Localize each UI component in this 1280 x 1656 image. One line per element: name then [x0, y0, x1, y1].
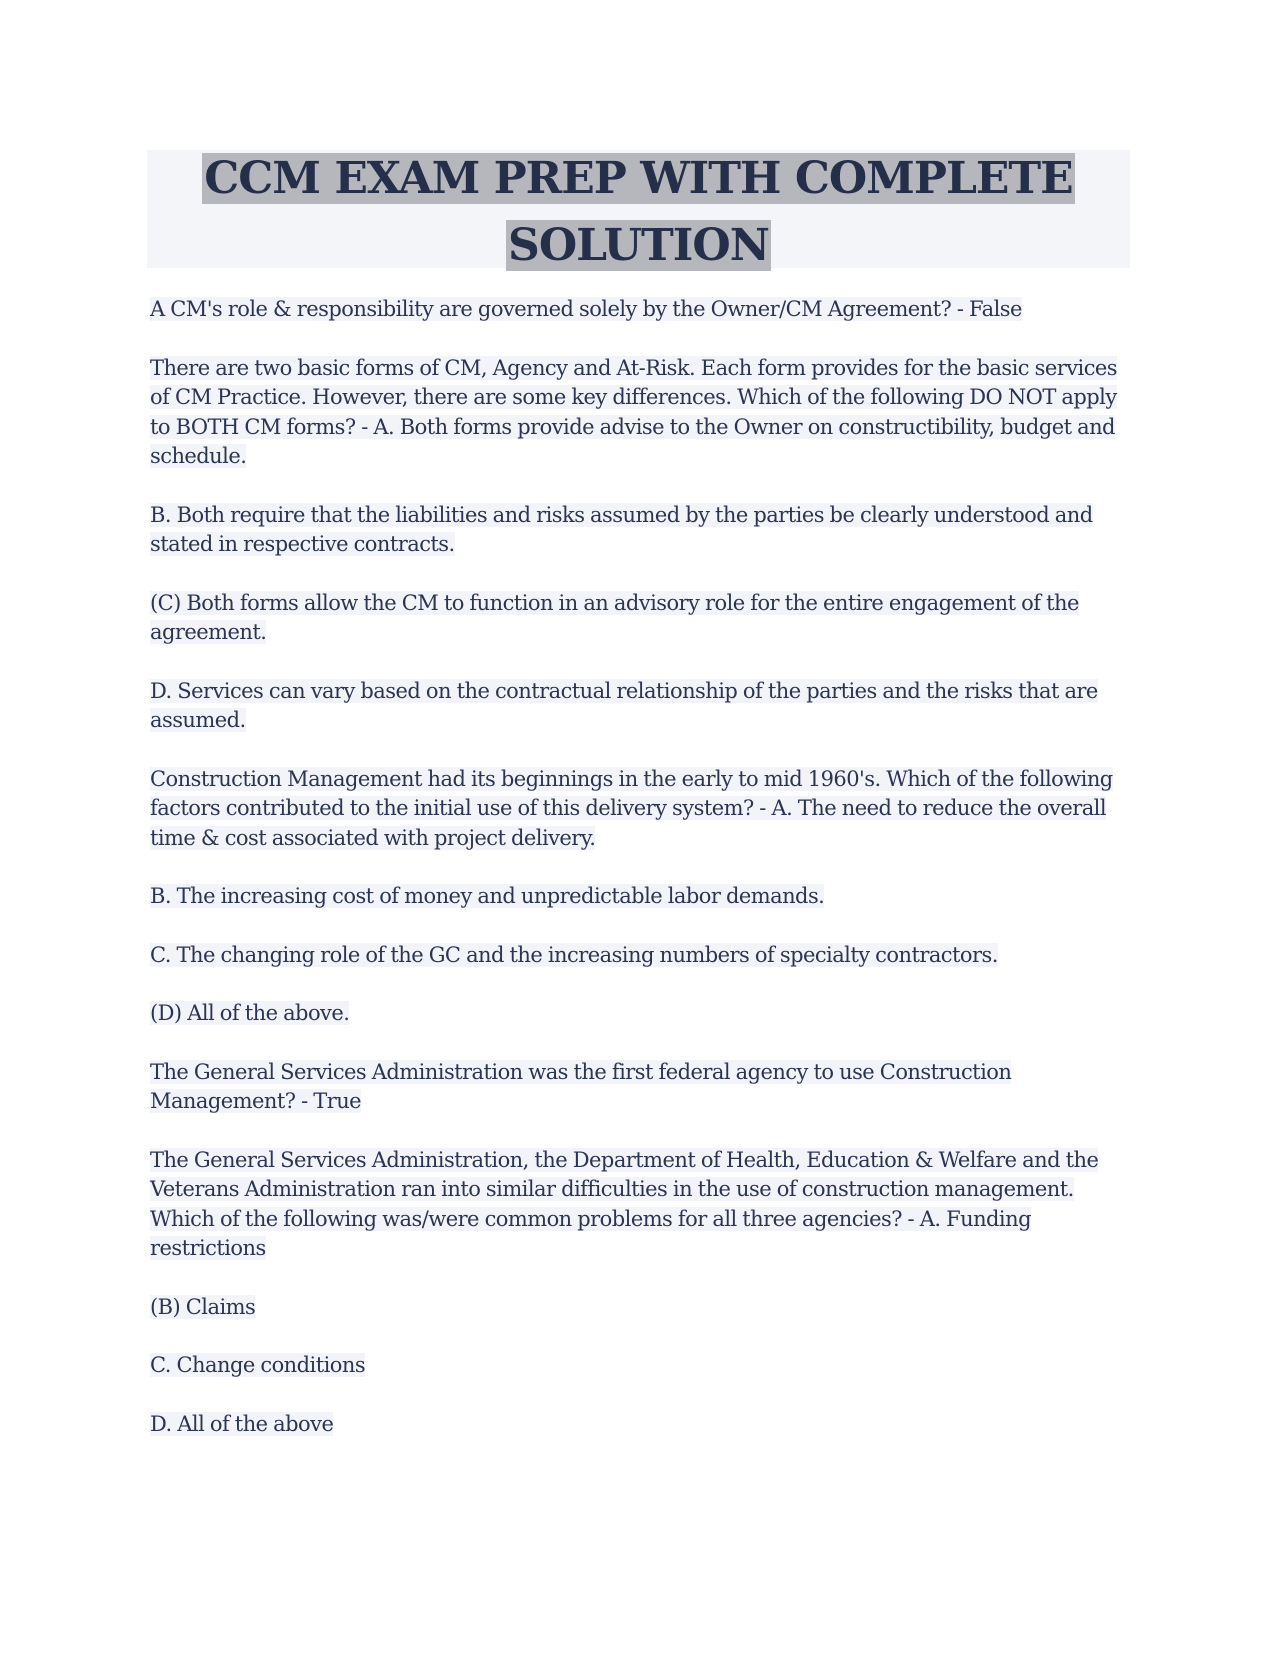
page-title-line-2: SOLUTION — [508, 220, 769, 271]
paragraph-6 — [150, 765, 1130, 854]
paragraph-9 — [150, 999, 1130, 1029]
paragraph-12 — [150, 1293, 1130, 1323]
paragraph-5 — [150, 677, 1130, 736]
page-title-line-1: CCM EXAM PREP WITH COMPLETE — [204, 153, 1073, 204]
paragraph-3 — [150, 501, 1130, 560]
paragraph-text: C. The changing role of the GC and the increasing numbers of specialty contractors. — [150, 942, 998, 967]
paragraph-7 — [150, 882, 1130, 912]
title-line-1-wrap — [147, 150, 1130, 217]
paragraph-13 — [150, 1351, 1130, 1381]
paragraph-text: C. Change conditions — [150, 1353, 366, 1377]
paragraph-text: Construction Management had its beginnings in the early to mid 1960's. Which of the following factors contributed to the initial use of this delivery system? - A. The need to reduce the overall time & cost associated with project delivery. — [150, 766, 1113, 850]
paragraph-1 — [150, 295, 1130, 325]
paragraph-text: B. The increasing cost of money and unpredictable labor demands. — [150, 884, 825, 908]
paragraph-text: (D) All of the above. — [150, 1001, 350, 1025]
paragraph-text: (B) Claims — [150, 1294, 256, 1319]
paragraph-text: D. All of the above — [150, 1411, 334, 1436]
paragraph-text: (C) Both forms allow the CM to function in an advisory role for the entire engagement of the agreement. — [150, 590, 1079, 644]
paragraph-4 — [150, 589, 1130, 648]
title-block — [147, 150, 1130, 271]
paragraph-text: B. Both require that the liabilities and risks assumed by the parties be clearly understood and stated in respective contracts. — [150, 502, 1093, 556]
paragraph-11 — [150, 1146, 1130, 1264]
paragraph-2 — [150, 354, 1130, 472]
paragraph-14 — [150, 1410, 1130, 1440]
paragraph-text: A CM's role & responsibility are governed solely by the Owner/CM Agreement? - False — [150, 297, 1022, 321]
paragraph-text: The General Services Administration was the first federal agency to use Construction Management? - True — [150, 1059, 1012, 1113]
document-body — [150, 295, 1130, 1468]
paragraph-10 — [150, 1058, 1130, 1117]
title-line-2-wrap — [147, 217, 1130, 284]
paragraph-8 — [150, 941, 1130, 971]
paragraph-text: There are two basic forms of CM, Agency and At-Risk. Each form provides for the basic services of CM Practice. However, there are some key differences. Which of the following DO NOT apply to BOTH CM forms? - A. Both forms provide advise to the Owner on constructibility, budget and schedule. — [150, 355, 1118, 468]
paragraph-text: D. Services can vary based on the contractual relationship of the parties and the risks that are assumed. — [150, 678, 1098, 732]
paragraph-text: The General Services Administration, the Department of Health, Education & Welfare and the Veterans Administration ran into similar difficulties in the use of construction management. Which of the following was/were common problems for all three agencies? - A. Funding restrictions — [150, 1147, 1099, 1260]
